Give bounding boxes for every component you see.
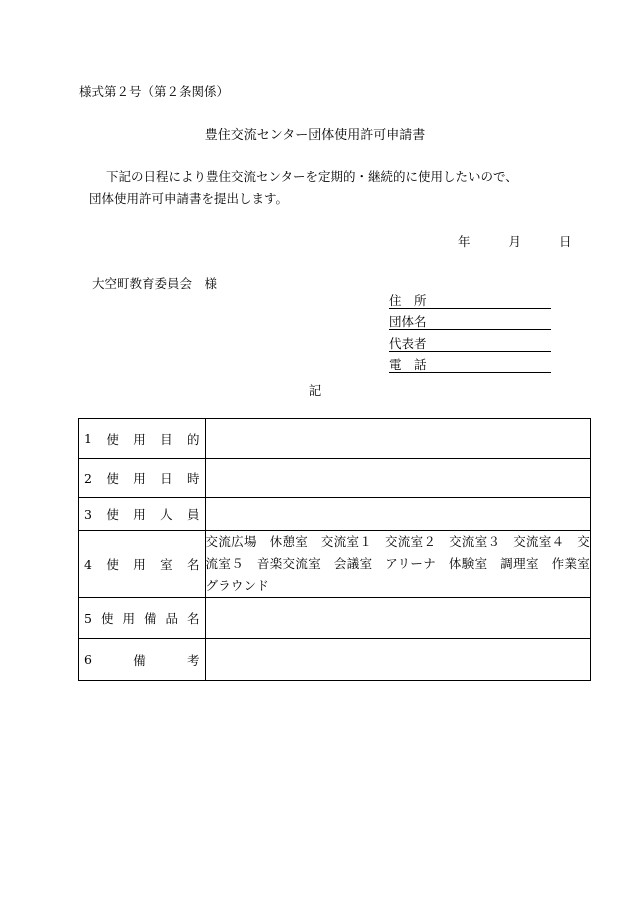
document-title: 豊住交流センター団体使用許可申請書 xyxy=(204,128,426,143)
intro-line-2: 団体使用許可申請書を提出します。 xyxy=(89,191,289,206)
group-name-field[interactable] xyxy=(389,315,551,330)
label-chars xyxy=(84,651,200,669)
row-label xyxy=(79,598,206,639)
label-char: 2 xyxy=(84,470,92,486)
label-char: 用 xyxy=(133,507,146,522)
table-row xyxy=(79,419,591,459)
label-char: 名 xyxy=(187,557,200,572)
form-number: 様式第２号（第２条関係） xyxy=(79,84,230,99)
label-char: 1 xyxy=(84,431,92,446)
group-name-label: 団体名 xyxy=(389,314,427,329)
equipment-value[interactable] xyxy=(205,598,590,639)
purpose-value[interactable] xyxy=(205,419,590,459)
attendees-value[interactable] xyxy=(205,498,590,531)
label-char: 4 xyxy=(84,556,92,572)
label-char: 使 xyxy=(100,611,114,626)
table-row xyxy=(79,498,591,531)
application-table xyxy=(78,418,603,681)
label-chars xyxy=(84,430,200,448)
date-day-label: 日 xyxy=(558,234,572,249)
label-char: 使 xyxy=(106,507,119,522)
phone-field[interactable] xyxy=(389,358,551,373)
date-line xyxy=(458,232,571,250)
representative-label: 代表者 xyxy=(389,336,427,351)
label-char: 考 xyxy=(187,652,200,668)
label-char: 日 xyxy=(160,471,173,486)
label-char: 室 xyxy=(160,557,173,572)
address-label: 住 所 xyxy=(389,293,427,308)
date-month-label: 月 xyxy=(508,234,521,249)
label-char: 使 xyxy=(106,471,119,486)
label-char: 備 xyxy=(143,611,157,626)
label-char: 用 xyxy=(133,557,146,572)
row-label xyxy=(79,498,206,531)
addressee: 大空町教育委員会 様 xyxy=(92,276,218,291)
row-label xyxy=(79,531,206,598)
row-label xyxy=(79,419,206,459)
ki-heading: 記 xyxy=(308,383,322,398)
label-char: 使 xyxy=(106,431,119,447)
table-row xyxy=(79,459,591,498)
label-char: 用 xyxy=(122,611,135,626)
label-char: 名 xyxy=(187,611,200,626)
room-names-value[interactable]: 交流広場 休憩室 交流室１ 交流室２ 交流室３ 交流室４ 交流室５ 音楽交流室 会議室 アリーナ 体験室 調理室 作業室 グラウンド xyxy=(205,531,590,598)
label-char: 的 xyxy=(187,431,200,447)
label-chars xyxy=(84,555,200,573)
table-row xyxy=(79,531,591,598)
representative-field[interactable] xyxy=(389,337,551,352)
label-chars xyxy=(84,609,200,627)
phone-label: 電 話 xyxy=(389,357,427,372)
table-row xyxy=(79,639,591,681)
label-char: 人 xyxy=(160,507,173,522)
label-char: 時 xyxy=(187,471,200,486)
intro-line-1: 下記の日程により豊住交流センターを定期的・継続的に使用したいので、 xyxy=(106,169,518,184)
label-char: 5 xyxy=(84,610,92,626)
address-field[interactable] xyxy=(389,294,551,309)
date-year-label: 年 xyxy=(458,234,471,249)
label-char: 品 xyxy=(165,611,179,626)
remarks-value[interactable] xyxy=(205,639,590,681)
label-char: 目 xyxy=(160,431,173,447)
label-char: 備 xyxy=(133,652,146,668)
label-chars xyxy=(84,505,200,523)
label-char: 3 xyxy=(84,506,92,522)
label-char: 用 xyxy=(133,431,146,447)
label-chars xyxy=(84,469,200,487)
label-char: 用 xyxy=(133,471,146,486)
label-char: 使 xyxy=(106,557,119,572)
datetime-value[interactable] xyxy=(205,459,590,498)
label-char: 員 xyxy=(187,507,200,522)
table-row xyxy=(79,598,591,639)
row-label xyxy=(79,639,206,681)
row-label xyxy=(79,459,206,498)
label-char: 6 xyxy=(84,652,92,667)
